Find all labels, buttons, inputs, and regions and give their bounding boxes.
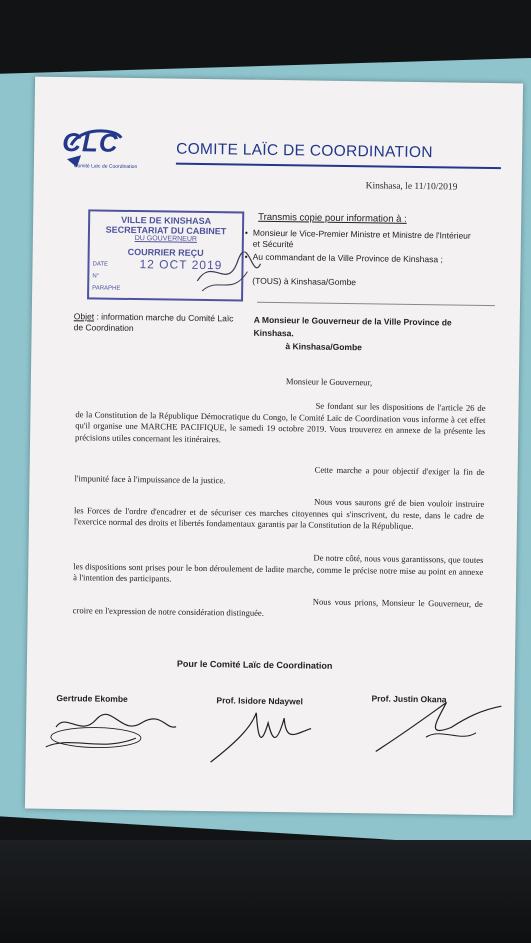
signature-3-icon [366, 696, 507, 758]
paragraph-3: Nous vous saurons gré de bien vouloir instruire les Forces de l'ordre d'encadrer et de sécuriser ces marches citoyennes qui s'inscrivent, du reste, dans le cadre de l'exercice normal des droits et libertés fondamentaux garantis par la Constitution de la République. [73, 496, 485, 531]
paragraph-2: Cette marche a pour objectif d'exiger la fin de l'impunité face à l'impuissance de la justice. [74, 464, 485, 485]
copy-divider [257, 302, 495, 306]
closing-line: Pour le Comité Laïc de Coordination [176, 658, 333, 671]
dark-background [0, 840, 531, 943]
signatory-1-name: Gertrude Ekombe [56, 692, 128, 704]
letter-date: Kinshasa, le 11/10/2019 [365, 181, 458, 193]
header-divider [176, 163, 501, 170]
stamp-line-2: SECRETARIAT DU CABINET [105, 224, 227, 237]
stamp-line-3: DU GOUVERNEUR [134, 235, 198, 243]
logo-text: CLC [62, 127, 119, 158]
copy-item-1 [244, 227, 473, 253]
stamp-line-1: VILLE DE KINSHASA [121, 214, 212, 227]
logo-subtitle: Comité Laïc de Coordination [73, 163, 138, 171]
signature-2-icon [206, 707, 327, 769]
stamp-line-4: COURRIER REÇU [127, 246, 204, 258]
copy-item-1-text: Monsieur le Vice-Premier Ministre et Ministre de l'Intérieur et Sécurité [252, 227, 471, 250]
recipient-line-2: à Kinshasa/Gombe [285, 341, 362, 353]
copy-heading-text: Transmis copie pour information à : [258, 211, 407, 225]
salutation: Monsieur le Gouverneur, [285, 376, 373, 388]
subject-label: Objet [73, 311, 95, 322]
copy-item-3-text: (TOUS) à Kinshasa/Gombe [252, 275, 357, 288]
bullet-icon: • [244, 227, 249, 238]
stamp-date-label: DATE [92, 261, 109, 268]
signatory-3-name: Prof. Justin Okana [371, 693, 447, 705]
copy-item-2-text: Au commandant de la Ville Province de Kinshasa ; [252, 251, 443, 265]
stamp-paraphe-label: PARAPHE [92, 285, 121, 292]
bullet-icon: • [244, 251, 248, 262]
subject-text: : information marche du Comité Laïc de Coordination [73, 311, 234, 334]
copy-heading [258, 212, 407, 225]
letter-page [25, 77, 523, 816]
stamp-date-value: 12 OCT 2019 [139, 257, 223, 273]
copy-item-2 [244, 251, 473, 266]
recipient-block [253, 314, 484, 356]
signature-1-icon [41, 707, 182, 759]
recipient-line-1: A Monsieur le Gouverneur de la Ville Province de Kinshasa. [253, 314, 452, 339]
signatory-2-name: Prof. Isidore Ndaywel [216, 695, 303, 707]
paragraph-4: De notre côté, nous vous garantissons, que toutes les dispositions sont prises pour le bon déroulement de ladite marche, comme le précise notre mise au point en annexe à l'intention des participants. [73, 552, 484, 584]
subject-line [74, 311, 244, 335]
organization-name: COMITE LAÏC DE COORDINATION [176, 140, 433, 162]
paragraph-1: Se fondant sur les dispositions de l'article 26 de de la Constitution de la République Démocratique du Congo, le Comité Laïc de Coordination vous informe à cet effet qu'il organise une MARCHE PACIFIQUE, le samedi 19 octobre 2019. Vous trouverez en annexe de la présente les précisions utiles concernant les itinéraires. [75, 400, 486, 444]
stamp-number-label: N° [92, 273, 100, 280]
copy-item-3 [252, 276, 472, 290]
paragraph-5: Nous vous prions, Monsieur le Gouverneur, de croire en l'expression de notre considération distinguée. [72, 596, 483, 618]
